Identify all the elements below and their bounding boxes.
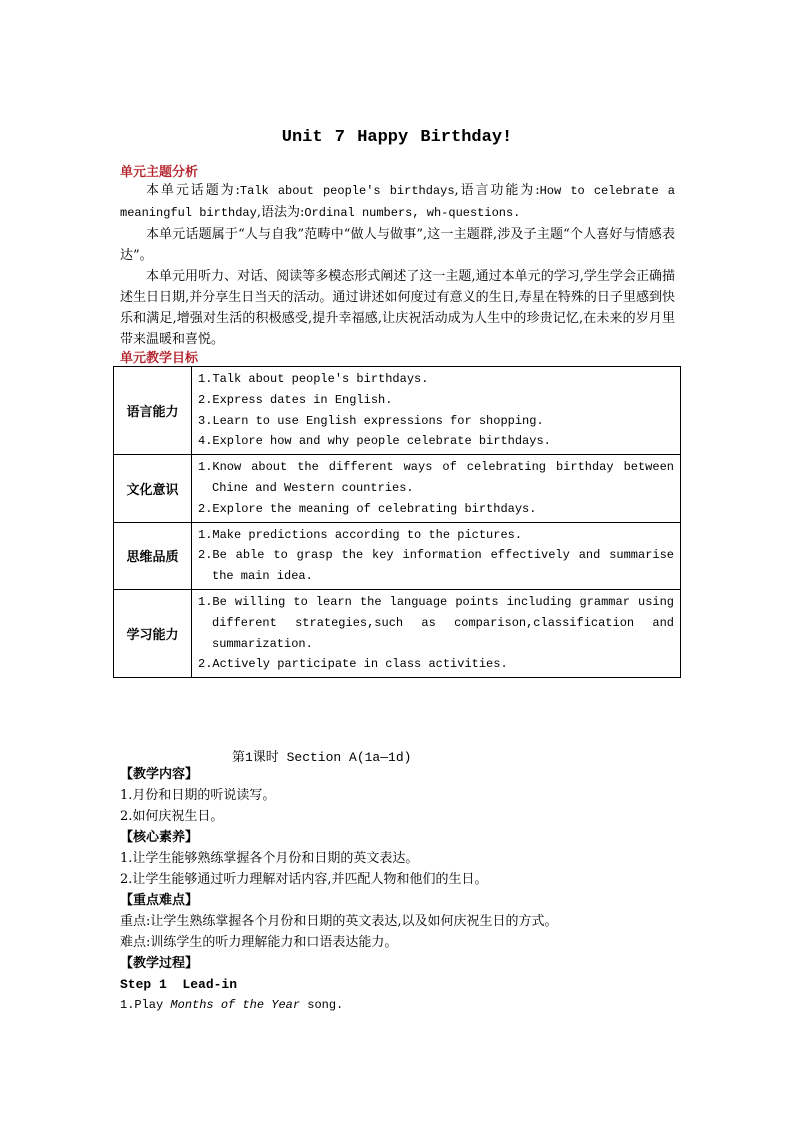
analysis-paragraph-1: 本单元话题为:Talk about people's birthdays,语言功能为:How to celebrate a meaningful birthday,语法为:Ordinal numbers, wh-questions. <box>120 183 675 220</box>
goals-table <box>113 366 681 678</box>
core-item: 2.让学生能够通过听力理解对话内容,并匹配人物和他们的生日。 <box>120 872 488 887</box>
analysis-body <box>120 180 675 350</box>
goal-item: 4.Explore how and why people celebrate birthdays. <box>198 434 551 449</box>
process-heading: 【教学过程】 <box>120 956 199 971</box>
analysis-heading: 单元主题分析 <box>120 164 199 179</box>
goal-item: 2.Be able to grasp the key information effectively and summarise the main idea. <box>198 548 674 584</box>
goal-item: 2.Express dates in English. <box>198 392 393 407</box>
key-item: 重点:让学生熟练掌握各个月份和日期的英文表达,以及如何庆祝生日的方式。 <box>120 914 558 929</box>
goal-item: 1.Be willing to learn the language points including grammar using different strategies,such as comparison,classification and summarization. <box>198 594 674 651</box>
song-title: Months of the Year <box>170 998 301 1012</box>
page-title: Unit 7 Happy Birthday! <box>281 128 513 147</box>
lesson-body <box>120 764 558 1016</box>
goal-item: 1.Make predictions according to the pictures. <box>198 527 523 542</box>
goal-item: 2.Explore the meaning of celebrating birthdays. <box>198 501 537 516</box>
analysis-paragraph-3: 本单元用听力、对话、阅读等多模态形式阐述了这一主题,通过本单元的学习,学生学会正确描述生日日期,并分享生日当天的活动。通过讲述如何度过有意义的生日,寿星在特殊的日子里感到快乐和满足,增强对生活的积极感受,提升幸福感,让庆祝活动成为人生中的珍贵记忆,在未来的岁月里带来温暖和喜悦。 <box>120 269 675 347</box>
content-heading: 【教学内容】 <box>120 767 199 782</box>
goals-heading: 单元教学目标 <box>120 350 199 365</box>
goals-category: 文化意识 <box>114 455 192 522</box>
lesson-title: 第1课时 Section A(1a—1d) <box>232 750 412 765</box>
goals-row-culture <box>114 455 681 522</box>
goals-items <box>192 367 681 455</box>
goal-item: 1.Talk about people's birthdays. <box>198 372 429 386</box>
content-item: 1.月份和日期的听说读写。 <box>120 788 276 803</box>
goals-category: 学习能力 <box>114 589 192 677</box>
goals-items <box>192 455 681 522</box>
goal-item: 1.Know about the different ways of celebrating birthday between Chine and Western countries. <box>198 460 674 495</box>
goals-category: 思维品质 <box>114 522 192 589</box>
goal-item: 3.Learn to use English expressions for shopping. <box>198 413 544 428</box>
content-item: 2.如何庆祝生日。 <box>120 809 224 824</box>
step-heading: Step 1 Lead-in <box>120 977 238 992</box>
core-heading: 【核心素养】 <box>120 830 199 845</box>
goals-row-learning <box>114 589 681 677</box>
goal-item: 2.Actively participate in class activities. <box>198 657 508 672</box>
step-item: 1.Play Months of the Year song. <box>120 998 344 1012</box>
goals-row-language <box>114 367 681 455</box>
key-heading: 【重点难点】 <box>120 893 199 908</box>
goals-items <box>192 522 681 589</box>
goals-items <box>192 589 681 677</box>
goals-row-thinking <box>114 522 681 589</box>
analysis-paragraph-2: 本单元话题属于“人与自我”范畴中“做人与做事”,这一主题群,涉及子主题“个人喜好与情感表达”。 <box>120 227 675 263</box>
goals-category: 语言能力 <box>114 367 192 455</box>
key-item: 难点:训练学生的听力理解能力和口语表达能力。 <box>120 935 398 950</box>
core-item: 1.让学生能够熟练掌握各个月份和日期的英文表达。 <box>120 851 419 866</box>
